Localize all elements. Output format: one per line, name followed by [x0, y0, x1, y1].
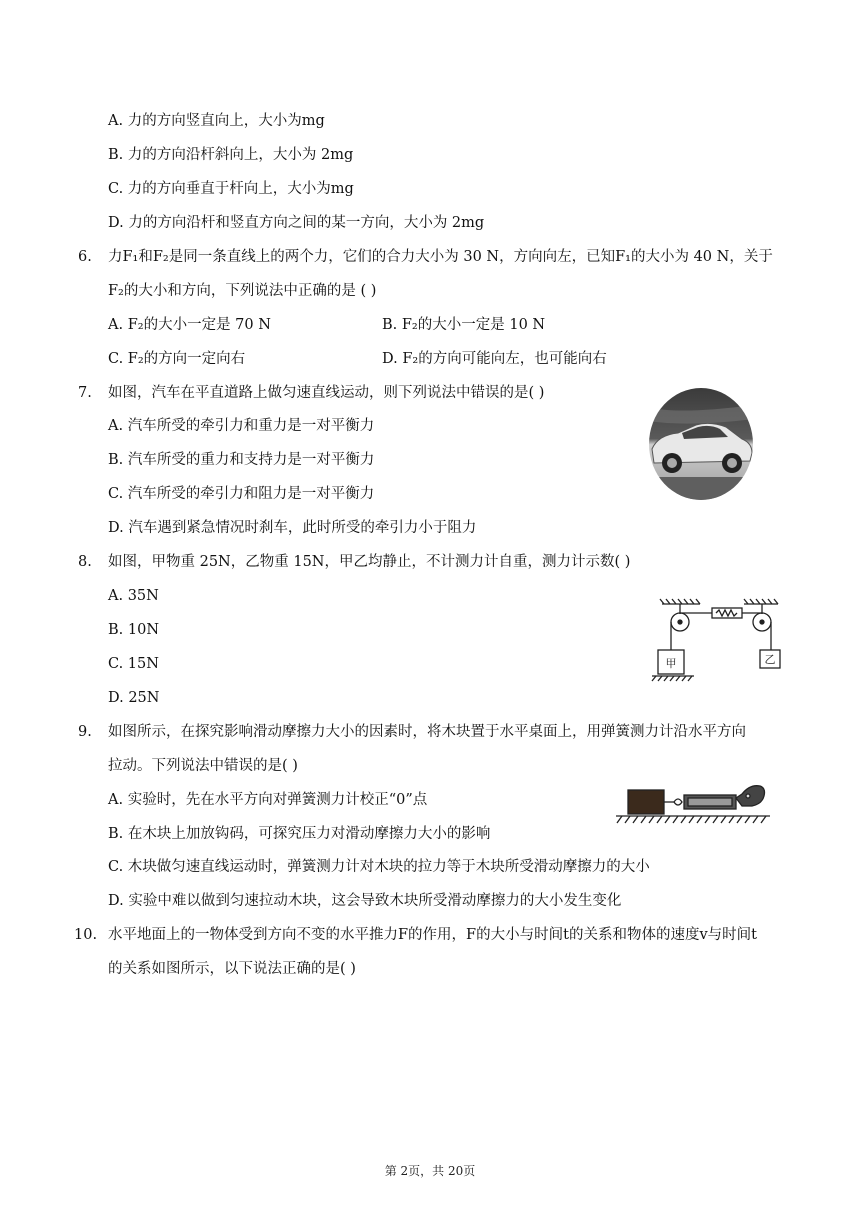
q10-stem-line2: 的关系如图所示，以下说法正确的是( ): [108, 961, 356, 977]
label-jia: 甲: [665, 657, 677, 670]
q9-stem-line2: 拉动。下列说法中错误的是( ): [108, 758, 298, 774]
q7-option-a: A. 汽车所受的牵引力和重力是一对平衡力: [108, 418, 375, 434]
q8-option-c: C. 15N: [108, 656, 159, 672]
q8-option-b: B. 10N: [108, 622, 160, 638]
label-yi: 乙: [764, 653, 776, 666]
q9-option-d: D. 实验中难以做到匀速拉动木块，这会导致木块所受滑动摩擦力的大小发生变化: [108, 893, 622, 909]
q9-number: 9.: [78, 724, 92, 740]
q7-option-b: B. 汽车所受的重力和支持力是一对平衡力: [108, 452, 375, 468]
q6-option-b: B. F₂的大小一定是 10 N: [382, 317, 546, 333]
q6-option-d: D. F₂的方向可能向左，也可能向右: [382, 351, 607, 367]
q9-option-c: C. 木块做匀速直线运动时，弹簧测力计对木块的拉力等于木块所受滑动摩擦力的大小: [108, 859, 650, 875]
q8-option-d: D. 25N: [108, 690, 160, 706]
q5-option-a: A. 力的方向竖直向上，大小为mg: [108, 113, 325, 129]
q9-stem-line1: 如图所示，在探究影响滑动摩擦力大小的因素时，将木块置于水平桌面上，用弹簧测力计沿水平方向: [108, 724, 746, 740]
block-spring-scale-figure: [612, 772, 774, 828]
q10-stem-line1: 水平地面上的一物体受到方向不变的水平推力F的作用，F的大小与时间t的关系和物体的速度v与时间t: [108, 927, 757, 943]
pulley-spring-scale-figure: [650, 598, 785, 688]
page-footer: 第 2页，共 20页: [384, 1164, 476, 1178]
q10-number: 10.: [74, 927, 98, 943]
q8-number: 8.: [78, 554, 92, 570]
q7-option-d: D. 汽车遇到紧急情况时刹车，此时所受的牵引力小于阻力: [108, 520, 477, 536]
q6-option-c: C. F₂的方向一定向右: [108, 351, 246, 367]
q5-option-c: C. 力的方向垂直于杆向上，大小为mg: [108, 181, 354, 197]
q8-stem: 如图，甲物重 25N，乙物重 15N，甲乙均静止，不计测力计自重，测力计示数( ): [108, 554, 631, 570]
q7-number: 7.: [78, 385, 92, 401]
q6-stem-line1: 力F₁和F₂是同一条直线上的两个力，它们的合力大小为 30 N，方向向左，已知F₁的大小为 40 N，关于: [108, 249, 773, 265]
q6-option-a: A. F₂的大小一定是 70 N: [108, 317, 271, 333]
q5-option-b: B. 力的方向沿杆斜向上，大小为 2mg: [108, 147, 354, 163]
q6-number: 6.: [78, 249, 92, 265]
q7-option-c: C. 汽车所受的牵引力和阻力是一对平衡力: [108, 486, 375, 502]
q5-option-d: D. 力的方向沿杆和竖直方向之间的某一方向，大小为 2mg: [108, 215, 485, 231]
q9-option-b: B. 在木块上加放钩码，可探究压力对滑动摩擦力大小的影响: [108, 826, 491, 842]
q6-stem-line2: F₂的大小和方向，下列说法中正确的是 ( ): [108, 283, 377, 299]
car-photo-figure: [648, 387, 754, 502]
q8-option-a: A. 35N: [108, 588, 159, 604]
q7-stem: 如图，汽车在平直道路上做匀速直线运动，则下列说法中错误的是( ): [108, 385, 545, 401]
q9-option-a: A. 实验时，先在水平方向对弹簧测力计校正“0”点: [108, 792, 428, 808]
